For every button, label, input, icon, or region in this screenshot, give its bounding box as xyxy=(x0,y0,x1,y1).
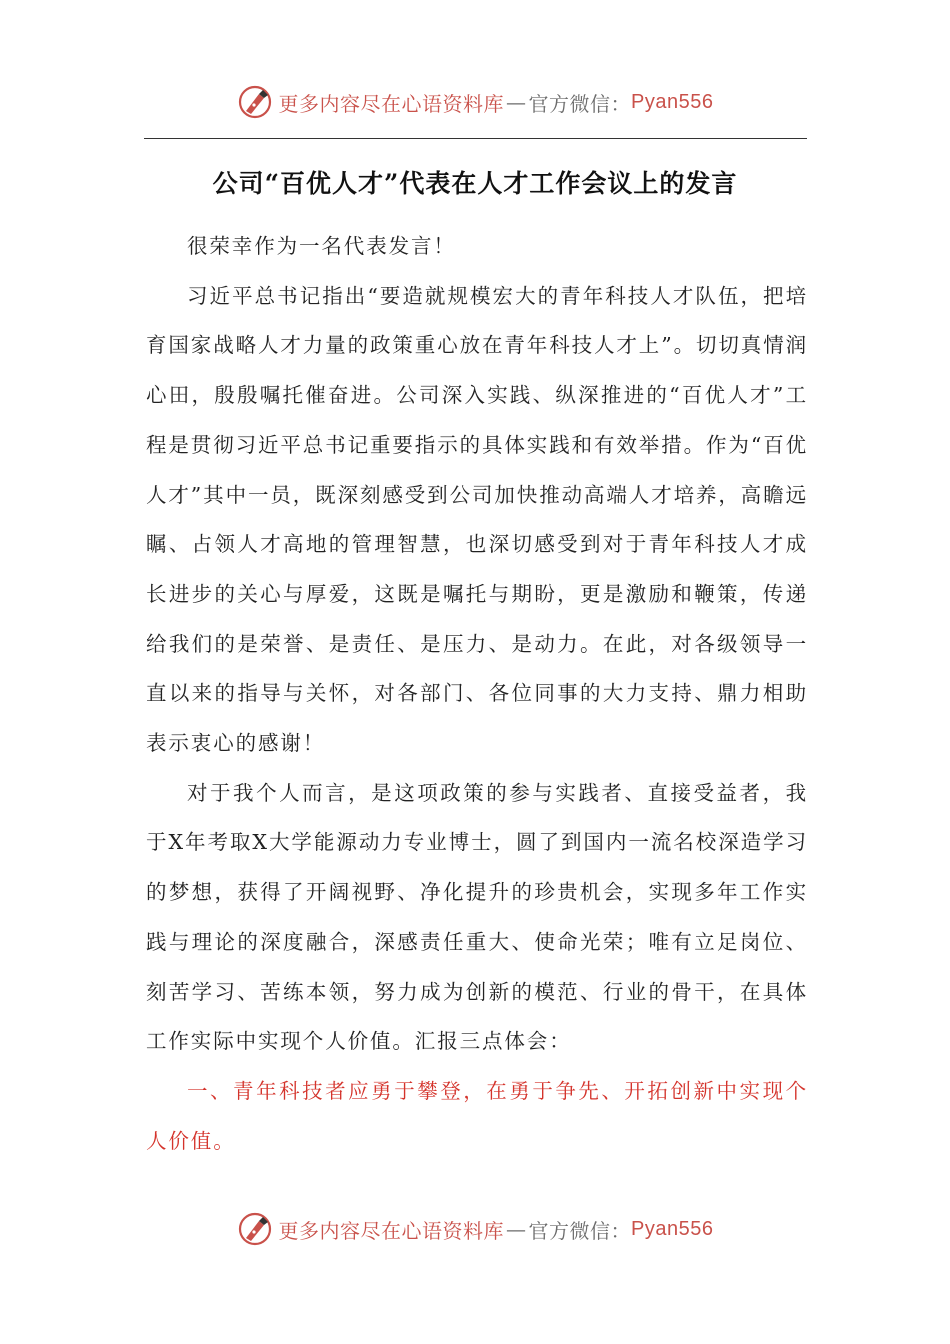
banner-brand-text: 更多内容尽在心语资料库 xyxy=(278,1218,505,1243)
banner-dash: — xyxy=(506,1217,527,1241)
banner-wechat-label: 官方微信： xyxy=(528,1218,632,1243)
banner-brand-text: 更多内容尽在心语资料库 xyxy=(278,91,505,116)
pen-nib-logo-icon xyxy=(237,1211,273,1247)
banner-wechat-label: 官方微信： xyxy=(528,91,632,116)
header-divider xyxy=(144,138,807,139)
banner-wechat-id: Pyan556 xyxy=(631,90,714,113)
paragraph-opening: 很荣幸作为一名代表发言！ xyxy=(187,234,456,258)
document-title: 公司“百优人才”代表在人才工作会议上的发言 xyxy=(212,169,738,198)
paragraph-quote: 习近平总书记指出“要造就规模宏大的青年科技人才队伍，把培育国家战略人才力量的政策重心放在青年科技人才上”。切切真情润心田，殷殷嘱托催奋进。公司深入实践、纵深推进的“百优人才”工程是贯彻习近平总书记重要指示的具体实践和有效举措。作为“百优人才”其中一员，既深刻感受到公司加快推动高端人才培养，高瞻远瞩、占领人才高地的管理智慧，也深切感受到对于青年科技人才成长进步的关心与厚爱，这既是嘱托与期盼，更是激励和鞭策，传递给我们的是荣誉、是责任、是压力、是动力。在此，对各级领导一直以来的指导与关怀，对各部门、各位同事的大力支持、鼎力相助表示衷心的感谢！ xyxy=(146,283,808,756)
banner-wechat-id: Pyan556 xyxy=(631,1217,714,1240)
pen-nib-logo-icon xyxy=(237,84,273,120)
banner-dash: — xyxy=(506,90,527,114)
section-heading-1: 一、青年科技者应勇于攀登，在勇于争先、开拓创新中实现个人价值。 xyxy=(146,1078,808,1153)
document-body xyxy=(146,222,808,1166)
paragraph-personal: 对于我个人而言，是这项政策的参与实践者、直接受益者，我于X年考取X大学能源动力专业博士，圆了到国内一流名校深造学习的梦想，获得了开阔视野、净化提升的珍贵机会，实现多年工作实践与理论的深度融合，深感责任重大、使命光荣；唯有立足岗位、刻苦学习、苦练本领，努力成为创新的模范、行业的骨干，在具体工作实际中实现个人价值。汇报三点体会： xyxy=(146,780,808,1054)
footer-banner xyxy=(0,1207,950,1251)
header-banner xyxy=(0,80,950,124)
